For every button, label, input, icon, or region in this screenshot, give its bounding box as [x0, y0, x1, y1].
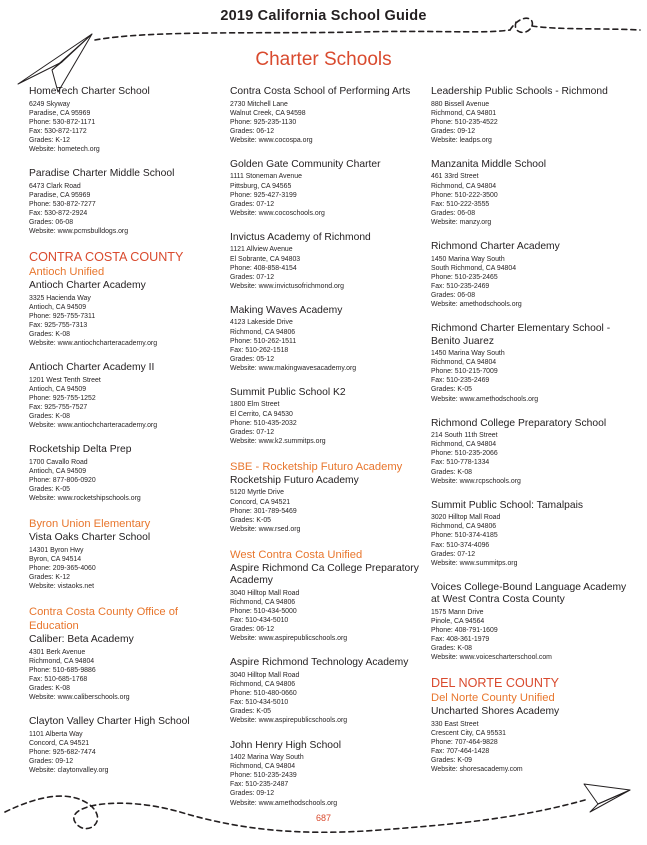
school-name: Uncharted Shores Academy — [431, 706, 560, 718]
school-detail-line: Fax: 510-262-1518 — [230, 346, 289, 354]
school-detail-line: Website: www.caliberschools.org — [29, 694, 130, 702]
school-name: Making Waves Academy — [230, 304, 343, 316]
school-detail-line: South Richmond, CA 94804 — [431, 264, 517, 272]
district-heading: Antioch Unified — [29, 266, 105, 279]
school-detail-line: Website: www.rocketshipschools.org — [29, 495, 141, 503]
district-heading: Byron Union Elementary — [29, 518, 151, 531]
school-name: Invictus Academy of Richmond — [230, 231, 371, 243]
school-name: Vista Oaks Charter School — [29, 532, 151, 544]
school-entry — [29, 280, 229, 348]
school-detail-line: 1575 Mann Drive — [431, 608, 484, 616]
school-detail-line: Richmond, CA 94806 — [230, 599, 296, 606]
school-detail-line: 3020 Hilltop Mall Road — [431, 514, 501, 522]
school-detail-line: Fax: 510-434-5010 — [230, 699, 289, 707]
school-detail-line: Phone: 510-235-2066 — [431, 450, 498, 458]
school-detail-line: Grades: 06-12 — [230, 626, 275, 634]
school-name: Richmond College Preparatory School — [431, 417, 607, 429]
school-detail-line: Antioch, CA 94509 — [29, 303, 87, 311]
school-detail-line: Fax: 510-778-1334 — [431, 459, 490, 467]
school-detail-line: 461 33rd Street — [431, 173, 479, 181]
school-detail-line: 3325 Hacienda Way — [29, 294, 91, 302]
school-detail-line: Grades: 07-12 — [230, 200, 275, 208]
school-detail-line: 3040 Hilltop Mall Road — [230, 589, 300, 597]
school-detail-line: Phone: 925-427-3199 — [230, 191, 297, 199]
school-detail-line: Website: www.rsed.org — [230, 525, 301, 533]
school-detail-line: Grades: 06-12 — [230, 127, 275, 135]
school-detail-line: Grades: 07-12 — [230, 428, 275, 436]
school-detail-line: Antioch, CA 94509 — [29, 385, 87, 393]
county-heading: CONTRA COSTA COUNTY — [29, 250, 184, 265]
district-heading: Del Norte County Unified — [431, 692, 555, 705]
school-detail-line: Antioch, CA 94509 — [29, 467, 87, 475]
school-detail-line: Phone: 510-434-5000 — [230, 608, 297, 616]
school-detail-line: Fax: 707-464-1428 — [431, 748, 490, 756]
school-name: Caliber: Beta Academy — [29, 634, 134, 646]
school-detail-line: 880 Bissell Avenue — [431, 100, 490, 108]
school-detail-line: Website: www.aspirepublicschools.org — [230, 717, 348, 725]
page-number: 687 — [315, 813, 332, 823]
school-detail-line: Website: amethodschools.org — [431, 301, 522, 308]
school-detail-line: Grades: K-05 — [431, 386, 472, 394]
school-entry — [431, 582, 631, 663]
school-detail-line: Walnut Creek, CA 94598 — [230, 109, 306, 117]
school-detail-line: Richmond, CA 94806 — [230, 681, 296, 689]
school-detail-line: Phone: 877-806-0920 — [29, 476, 96, 484]
school-name: Antioch Charter Academy II — [29, 362, 155, 374]
dashed-flight-path-top-end — [532, 26, 640, 30]
school-detail-line: 2730 Mitchell Lane — [230, 100, 288, 108]
school-detail-line: 1450 Marina Way South — [431, 255, 505, 263]
school-detail-line: 5120 Myrtle Drive — [230, 489, 284, 497]
school-detail-line: Fax: 530-872-2924 — [29, 209, 88, 217]
school-entry — [29, 444, 229, 503]
school-name: Richmond Charter Academy — [431, 241, 560, 253]
school-detail-line: 1111 Stoneman Avenue — [230, 173, 302, 181]
school-detail-line: El Sobrante, CA 94803 — [230, 255, 301, 263]
school-name: HomeTech Charter School — [29, 86, 150, 97]
school-detail-line: 14301 Byron Hwy — [29, 546, 84, 554]
school-detail-line: Byron, CA 94514 — [29, 555, 82, 563]
school-entry — [431, 500, 631, 568]
school-detail-line: Website: www.rcpschools.org — [431, 477, 521, 485]
school-detail-line: 6249 Skyway — [29, 100, 70, 108]
school-detail-line: Website: www.antiochcharteracademy.org — [29, 340, 158, 348]
school-detail-line: 1402 Marina Way South — [230, 754, 304, 762]
school-name: Summit Public School K2 — [230, 386, 346, 398]
school-detail-line: Website: www.amethodschools.org — [431, 395, 539, 403]
school-entry — [431, 86, 631, 145]
school-entry — [230, 232, 430, 291]
school-detail-line: Grades: K-12 — [29, 574, 70, 581]
school-detail-line: Phone: 530-872-1171 — [29, 118, 96, 126]
school-detail-line: Phone: 510-235-4522 — [431, 118, 498, 126]
school-detail-line: Phone: 510-685-9886 — [29, 666, 96, 674]
school-name: Richmond Charter Elementary School - Benito Juarez — [431, 323, 611, 347]
school-detail-line: Phone: 530-872-7277 — [29, 200, 96, 208]
school-detail-line: Grades: K-12 — [29, 136, 70, 144]
school-detail-line: Website: www.cocospa.org — [230, 136, 313, 144]
school-detail-line: 1101 Alberta Way — [29, 730, 83, 738]
school-detail-line: Concord, CA 94521 — [29, 739, 90, 747]
school-detail-line: Phone: 510-215-7009 — [431, 368, 498, 376]
school-detail-line: Website: www.amethodschools.org — [230, 799, 338, 807]
school-entry — [29, 168, 229, 236]
school-detail-line: Grades: 09-12 — [230, 790, 275, 798]
school-detail-line: Pinole, CA 94564 — [431, 617, 485, 625]
school-detail-line: Richmond, CA 94801 — [431, 109, 497, 117]
school-entry — [29, 532, 229, 591]
school-detail-line: Grades: K-08 — [431, 468, 472, 476]
school-name: Voices College-Bound Language Academy at West Contra Costa County — [431, 581, 627, 606]
school-detail-line: Phone: 510-262-1511 — [230, 337, 297, 345]
district-heading: SBE - Rocketship Futuro Academy — [230, 460, 403, 473]
school-detail-line: Richmond, CA 94806 — [230, 328, 296, 336]
school-entry — [431, 706, 631, 774]
school-detail-line: Fax: 925-755-7527 — [29, 403, 88, 411]
school-detail-line: 6473 Clark Road — [29, 182, 81, 190]
school-name: Rocketship Futuro Academy — [230, 474, 359, 486]
school-detail-line: Fax: 925-755-7313 — [29, 321, 88, 329]
school-detail-line: Richmond, CA 94804 — [431, 359, 497, 367]
school-name: Contra Costa School of Performing Arts — [230, 86, 411, 97]
school-detail-line: Website: www.summitps.org — [431, 559, 518, 567]
school-detail-line: Website: www.pcmsbulldogs.org — [29, 228, 129, 236]
school-name: Rocketship Delta Prep — [29, 444, 132, 456]
district-heading: West Contra Costa Unified — [230, 548, 363, 561]
school-detail-line: Website: leadps.org — [431, 136, 492, 144]
school-detail-line: Grades: 07-12 — [431, 550, 476, 558]
school-name: Golden Gate Community Charter — [230, 158, 381, 170]
school-detail-line: Grades: K-08 — [29, 413, 70, 421]
school-detail-line: Grades: 09-12 — [431, 127, 476, 135]
school-name: Leadership Public Schools - Richmond — [431, 86, 608, 97]
school-detail-line: Fax: 530-872-1172 — [29, 127, 87, 135]
school-entry — [29, 634, 229, 702]
school-detail-line: Website: manzy.org — [431, 218, 492, 226]
school-detail-line: Website: www.k2.summitps.org — [230, 437, 326, 445]
school-detail-line: Phone: 925-235-1130 — [230, 118, 297, 126]
school-detail-line: El Cerrito, CA 94530 — [230, 410, 293, 418]
school-detail-line: Richmond, CA 94804 — [29, 657, 95, 665]
school-detail-line: Phone: 209-365-4060 — [29, 564, 96, 572]
school-detail-line: Fax: 510-235-2487 — [230, 781, 289, 789]
school-detail-line: Phone: 707-464-9828 — [431, 739, 498, 747]
school-name: Aspire Richmond Ca College Preparatory Academy — [230, 562, 419, 587]
school-detail-line: Phone: 408-858-4154 — [230, 264, 297, 272]
school-detail-line: Phone: 408-791-1609 — [431, 626, 498, 634]
school-entry — [230, 305, 430, 373]
school-entry — [29, 716, 229, 775]
directory-column-1 — [29, 86, 229, 789]
school-detail-line: Grades: 07-12 — [230, 273, 275, 281]
school-entry — [431, 241, 631, 309]
school-entry — [230, 563, 430, 644]
school-detail-line: Fax: 510-685-1768 — [29, 675, 88, 683]
school-detail-line: Pittsburg, CA 94565 — [230, 182, 292, 190]
school-detail-line: Phone: 925-755-7311 — [29, 312, 96, 320]
school-detail-line: Grades: 06-08 — [29, 218, 74, 226]
school-name: Summit Public School: Tamalpais — [431, 499, 584, 511]
school-detail-line: Grades: K-05 — [230, 516, 271, 524]
school-detail-line: Phone: 925-755-1252 — [29, 394, 96, 402]
school-name: Antioch Charter Academy — [29, 280, 146, 292]
school-detail-line: Grades: 05-12 — [230, 355, 275, 363]
school-entry — [230, 740, 430, 808]
school-name: Manzanita Middle School — [431, 158, 547, 170]
school-detail-line: Fax: 510-235-2469 — [431, 282, 490, 290]
school-detail-line: Phone: 925-682-7474 — [29, 748, 96, 756]
school-detail-line: Phone: 510-235-2439 — [230, 772, 297, 780]
school-detail-line: Phone: 301-789-5469 — [230, 507, 297, 515]
school-detail-line: 1201 West Tenth Street — [29, 376, 101, 384]
school-detail-line: Website: claytonvalley.org — [29, 767, 109, 775]
school-detail-line: Richmond, CA 94804 — [431, 441, 497, 449]
school-detail-line: Phone: 510-374-4185 — [431, 532, 498, 540]
school-detail-line: Website: hometech.org — [29, 145, 100, 153]
county-heading: DEL NORTE COUNTY — [431, 676, 560, 691]
school-detail-line: Paradise, CA 95969 — [29, 109, 91, 117]
school-detail-line: Website: www.makingwavesacademy.org — [230, 364, 357, 372]
school-entry — [431, 159, 631, 227]
dashed-flight-path-top — [95, 30, 510, 40]
school-detail-line: Website: www.aspirepublicschools.org — [230, 635, 348, 643]
school-entry — [29, 362, 229, 430]
school-entry — [230, 657, 430, 725]
school-detail-line: 1700 Cavallo Road — [29, 458, 88, 466]
school-entry — [230, 387, 430, 446]
school-detail-line: Grades: K-09 — [431, 757, 472, 765]
school-detail-line: 1800 Elm Street — [230, 401, 280, 409]
school-entry — [230, 475, 430, 534]
school-detail-line: 330 East Street — [431, 720, 479, 728]
school-detail-line: Phone: 510-235-2465 — [431, 273, 498, 281]
school-detail-line: Grades: 09-12 — [29, 758, 74, 766]
school-detail-line: Fax: 510-434-5010 — [230, 617, 289, 625]
school-detail-line: 4123 Lakeside Drive — [230, 319, 293, 327]
school-detail-line: Grades: K-08 — [29, 331, 70, 338]
school-detail-line: Phone: 510-435-2032 — [230, 419, 297, 427]
school-detail-line: Grades: 06-08 — [431, 209, 476, 217]
school-detail-line: Richmond, CA 94806 — [431, 523, 497, 531]
school-detail-line: Website: vistaoks.net — [29, 583, 94, 591]
district-heading: Contra Costa County Office of Education — [29, 606, 179, 633]
school-detail-line: 1450 Marina Way South — [431, 350, 505, 358]
directory-column-2 — [230, 86, 430, 822]
school-detail-line: Phone: 510-222-3500 — [431, 191, 498, 199]
guide-title: 2019 California School Guide — [220, 8, 427, 24]
school-detail-line: Phone: 510-480-0660 — [230, 690, 297, 698]
directory-column-3 — [431, 86, 631, 788]
school-detail-line: Fax: 510-222-3555 — [431, 200, 490, 208]
school-detail-line: Grades: K-08 — [29, 685, 70, 693]
school-detail-line: Fax: 510-374-4096 — [431, 541, 490, 549]
school-detail-line: 3040 Hilltop Mall Road — [230, 671, 300, 679]
school-detail-line: Website: www.invictusofrichmond.org — [230, 282, 344, 290]
school-entry — [230, 86, 430, 145]
school-name: Clayton Valley Charter High School — [29, 716, 190, 728]
school-entry — [29, 86, 229, 154]
school-detail-line: Grades: K-08 — [431, 645, 472, 653]
school-name: Paradise Charter Middle School — [29, 168, 175, 180]
school-detail-line: Website: www.cocoschools.org — [230, 209, 325, 217]
school-detail-line: Concord, CA 94521 — [230, 498, 291, 506]
school-name: John Henry High School — [230, 739, 342, 751]
school-entry — [431, 323, 631, 404]
school-detail-line: Richmond, CA 94804 — [230, 763, 296, 771]
school-detail-line: Website: www.antiochcharteracademy.org — [29, 422, 158, 430]
school-detail-line: Grades: K-05 — [230, 708, 271, 716]
school-detail-line: Website: shoresacademy.com — [431, 766, 523, 774]
school-entry — [431, 418, 631, 486]
school-detail-line: Crescent City, CA 95531 — [431, 729, 506, 737]
school-detail-line: Fax: 408-361-1979 — [431, 636, 490, 644]
school-entry — [230, 159, 430, 218]
section-title: Charter Schools — [255, 49, 392, 70]
school-detail-line: 214 South 11th Street — [431, 432, 498, 440]
school-detail-line: Grades: 06-08 — [431, 291, 476, 299]
school-detail-line: Richmond, CA 94804 — [431, 182, 497, 190]
school-detail-line: Paradise, CA 95969 — [29, 191, 91, 199]
school-detail-line: 4301 Berk Avenue — [29, 648, 86, 656]
school-detail-line: Website: www.voicescharterschool.com — [431, 654, 552, 662]
school-detail-line: Grades: K-05 — [29, 486, 70, 494]
school-name: Aspire Richmond Technology Academy — [230, 657, 409, 669]
school-detail-line: 1121 Allview Avenue — [230, 246, 293, 254]
school-detail-line: Fax: 510-235-2469 — [431, 377, 490, 385]
